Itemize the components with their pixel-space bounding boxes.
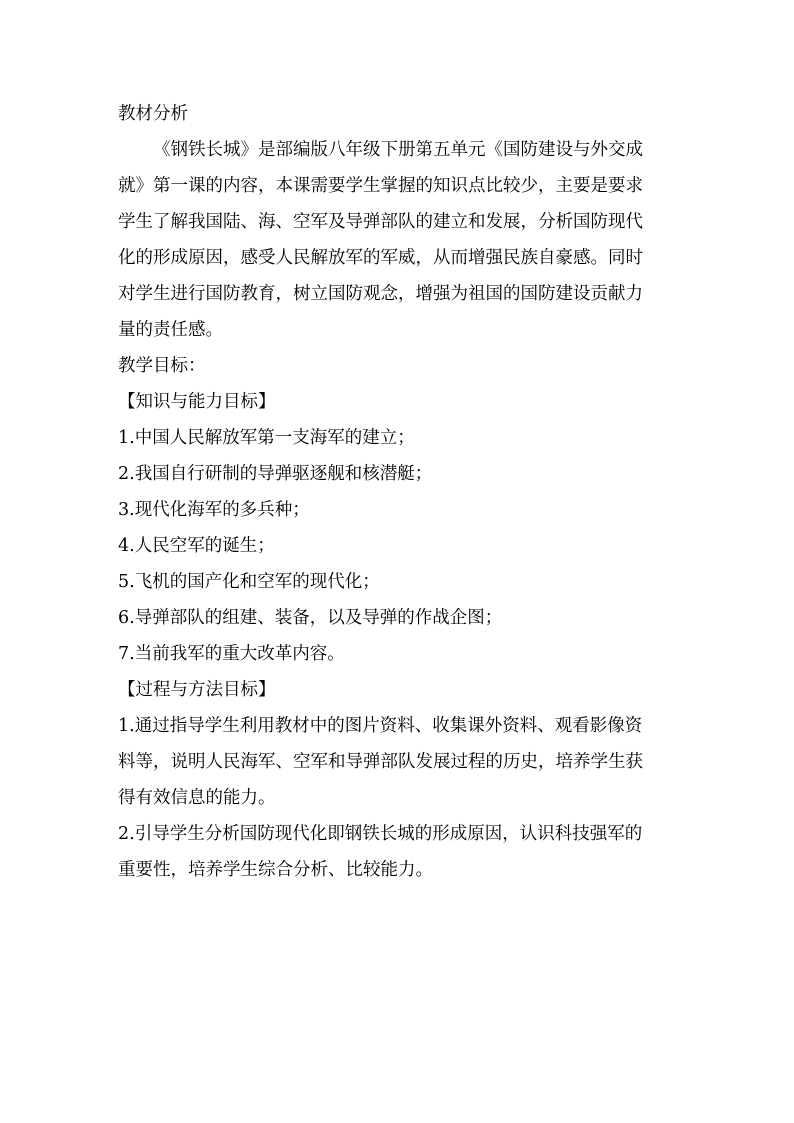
heading-knowledge-ability-goals: 【知识与能力目标】: [118, 392, 276, 412]
list-item-line: 料等，说明人民海军、空军和导弹部队发展过程的历史，培养学生获: [118, 752, 643, 772]
analysis-line: 学生了解我国陆、海、空军及导弹部队的建立和发展，分析国防现代: [118, 212, 643, 232]
heading-teaching-material-analysis: 教材分析: [118, 104, 188, 124]
list-item-line: 得有效信息的能力。: [118, 788, 276, 808]
list-item-line: 1.通过指导学生利用教材中的图片资料、收集课外资料、观看影像资: [118, 716, 643, 736]
list-item: 1.中国人民解放军第一支海军的建立；: [118, 428, 415, 448]
list-item: 6.导弹部队的组建、装备，以及导弹的作战企图；: [118, 608, 503, 628]
analysis-paragraph: [118, 132, 680, 348]
list-item: 7.当前我军的重大改革内容。: [118, 644, 345, 664]
list-item-line: 2.引导学生分析国防现代化即钢铁长城的形成原因，认识科技强军的: [118, 824, 643, 844]
list-item: 4.人民空军的诞生；: [118, 536, 275, 556]
document-page: [118, 96, 680, 888]
list-item: 2.我国自行研制的导弹驱逐舰和核潜艇；: [118, 464, 433, 484]
list-item: 5.飞机的国产化和空军的现代化；: [118, 572, 380, 592]
process-goals-list: [118, 708, 680, 888]
heading-process-method-goals: 【过程与方法目标】: [118, 680, 276, 700]
heading-teaching-goals: 教学目标：: [118, 356, 206, 376]
list-item: 3.现代化海军的多兵种；: [118, 500, 310, 520]
analysis-line: 《钢铁长城》是部编版八年级下册第五单元《国防建设与外交成: [153, 140, 643, 160]
list-item: [118, 816, 680, 888]
knowledge-goals-list: [118, 420, 680, 672]
analysis-line: 量的责任感。: [118, 320, 223, 340]
analysis-line: 对学生进行国防教育，树立国防观念，增强为祖国的国防建设贡献力: [118, 284, 643, 304]
list-item-line: 重要性，培养学生综合分析、比较能力。: [118, 860, 433, 880]
analysis-line: 化的形成原因，感受人民解放军的军威，从而增强民族自豪感。同时: [118, 248, 643, 268]
analysis-line: 就》第一课的内容，本课需要学生掌握的知识点比较少，主要是要求: [118, 176, 643, 196]
list-item: [118, 708, 680, 816]
